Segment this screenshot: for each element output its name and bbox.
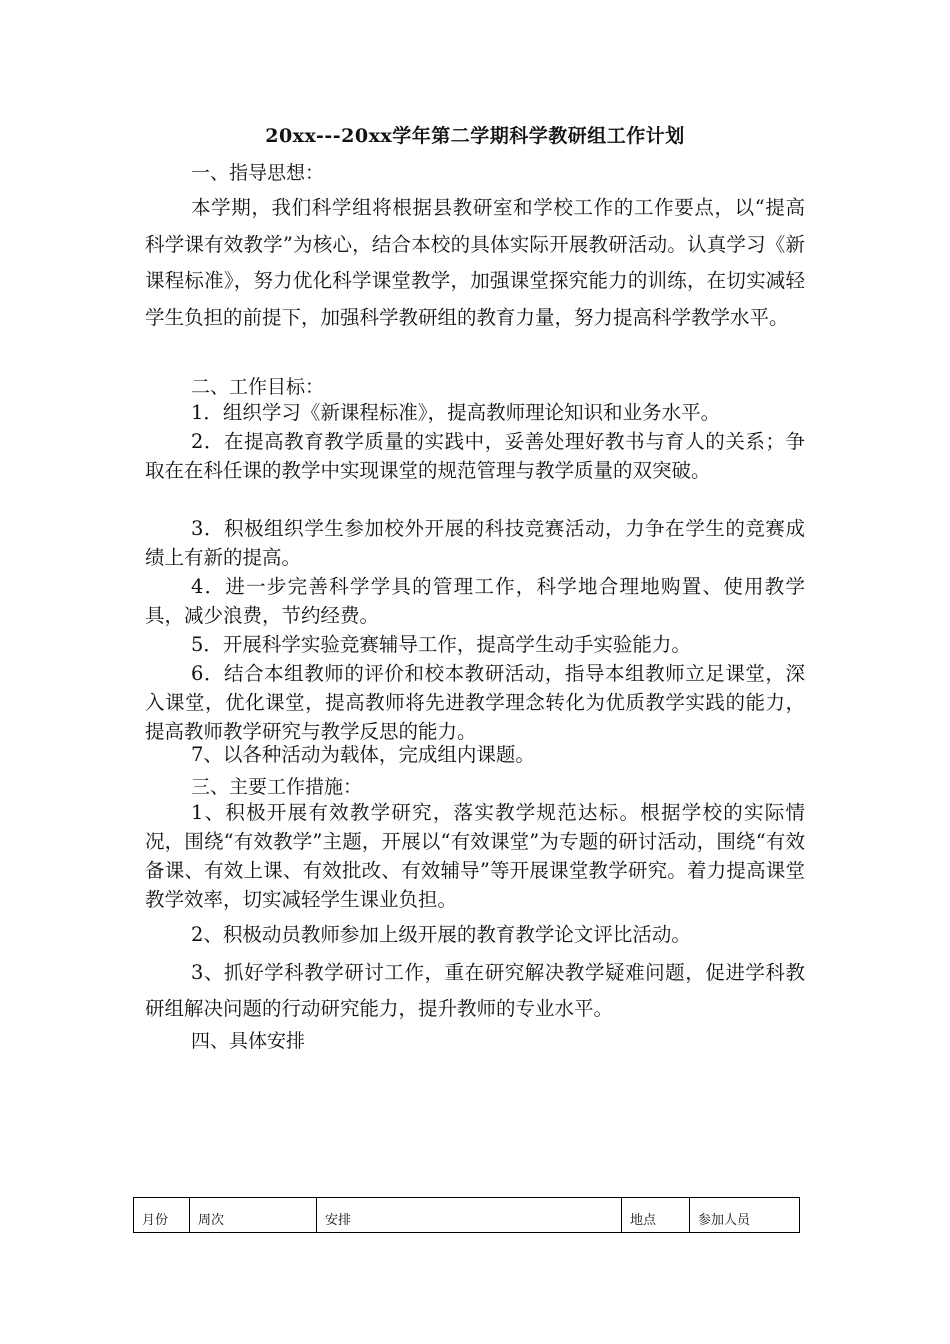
document-title: 20xx---20xx学年第二学期科学教研组工作计划 [265, 125, 685, 147]
goal-item: 6．结合本组教师的评价和校本教研活动，指导本组教师立足课堂，深入课堂，优化课堂，提高教师将先进教学理念转化为优质教学实践的能力，提高教师教学研究与教学反思的能力。 [145, 662, 805, 743]
guiding-thought-paragraph: 本学期，我们科学组将根据县教研室和学校工作的工作要点，以“提高科学课有效教学”为核心，结合本校的具体实际开展教研活动。认真学习《新课程标准》，努力优化科学课堂教学，加强课堂探究能力的训练，在切实减轻学生负担的前提下，加强科学教研组的教育力量，努力提高科学教学水平。 [145, 196, 805, 329]
header-month: 月份 [134, 1198, 190, 1233]
header-arrangement: 安排 [317, 1198, 622, 1233]
measure-item: 1、积极开展有效教学研究，落实教学规范达标。根据学校的实际情况，围绕“有效教学”主题，开展以“有效课堂”为专题的研讨活动，围绕“有效备课、有效上课、有效批改、有效辅导”等开展课堂教学研究。着力提高课堂教学效率，切实减轻学生课业负担。 [145, 801, 805, 911]
header-location: 地点 [622, 1198, 690, 1233]
goal-item: 3．积极组织学生参加校外开展的科技竞赛活动，力争在学生的竞赛成绩上有新的提高。 [145, 517, 805, 569]
schedule-table [133, 1197, 800, 1233]
header-week: 周次 [190, 1198, 317, 1233]
section-heading-schedule: 四、具体安排 [191, 1030, 306, 1052]
table-header-row [134, 1198, 800, 1233]
measure-item: 2、积极动员教师参加上级开展的教育教学论文评比活动。 [191, 923, 691, 946]
goal-item: 7、以各种活动为载体，完成组内课题。 [191, 743, 535, 766]
section-heading-guiding-thought: 一、指导思想： [191, 162, 325, 184]
goal-item: 4．进一步完善科学学具的管理工作，科学地合理地购置、使用教学具，减少浪费，节约经费。 [145, 575, 805, 627]
measure-item: 3、抓好学科教学研讨工作，重在研究解决教学疑难问题，促进学科教研组解决问题的行动研究能力，提升教师的专业水平。 [145, 961, 805, 1020]
section-heading-work-goals: 二、工作目标： [191, 376, 325, 398]
goal-item: 5．开展科学实验竞赛辅导工作，提高学生动手实验能力。 [191, 633, 691, 656]
header-participants: 参加人员 [690, 1198, 800, 1233]
goal-item: 2．在提高教育教学质量的实践中，妥善处理好教书与育人的关系；争取在在科任课的教学中实现课堂的规范管理与教学质量的双突破。 [145, 430, 805, 482]
goal-item: 1．组织学习《新课程标准》，提高教师理论知识和业务水平。 [191, 401, 721, 424]
section-heading-main-measures: 三、主要工作措施： [191, 776, 363, 798]
